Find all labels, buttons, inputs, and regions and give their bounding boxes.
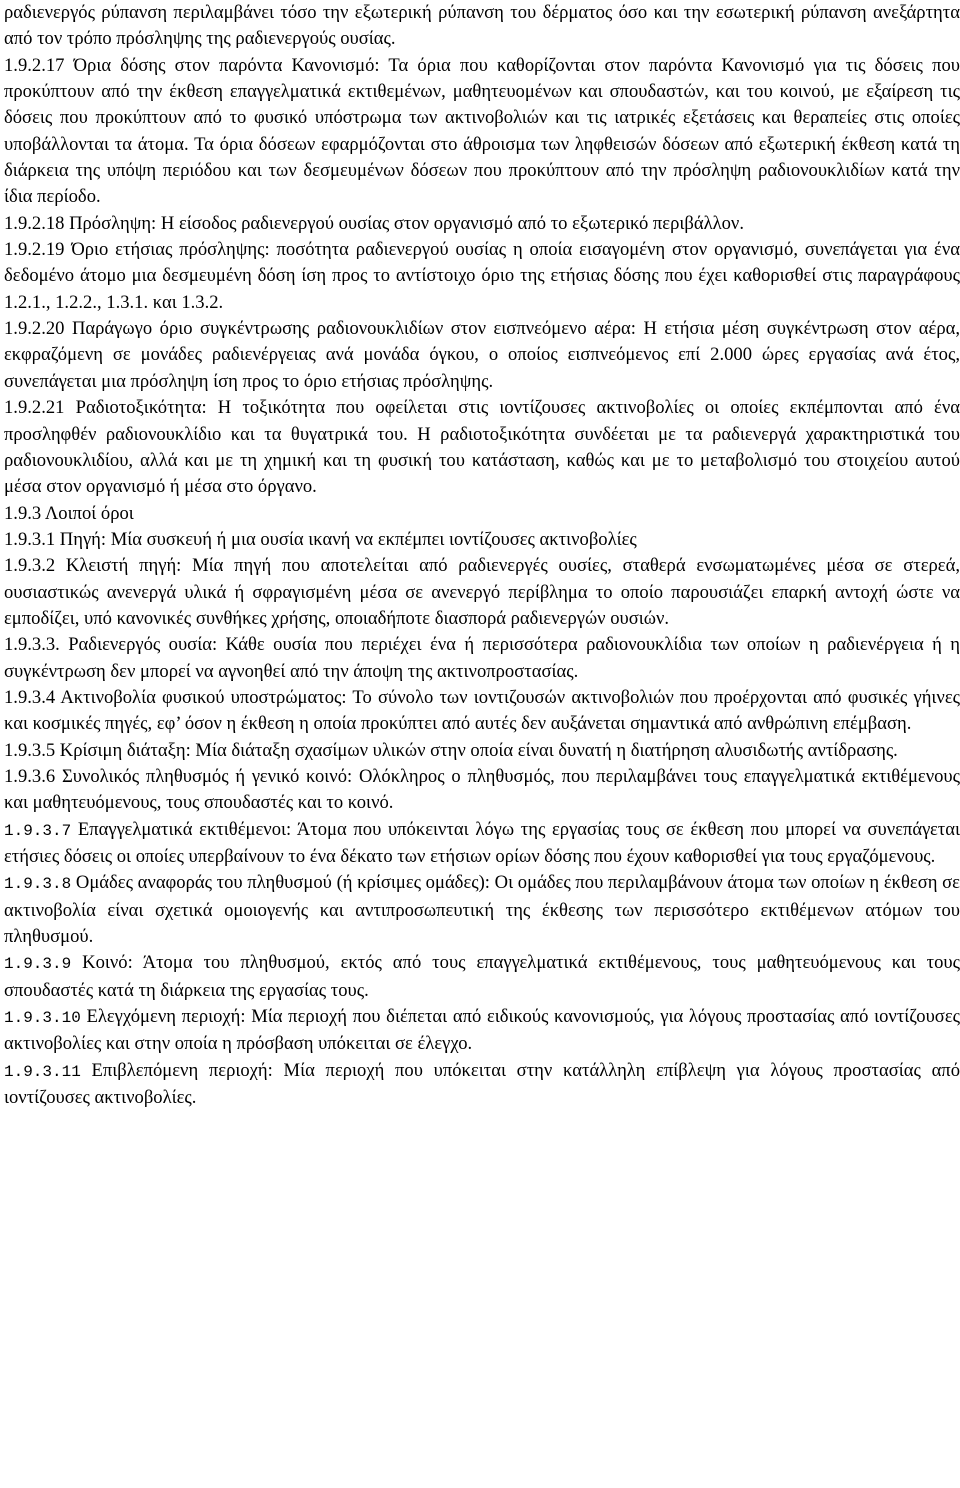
paragraph-text: Κρίσιμη διάταξη: Μία διάταξη σχασίμων υλικών στην οποία είναι δυνατή η διατήρηση αλυσιδωτής αντίδρασης. (59, 739, 898, 761)
section-number: 1.9.3.7 (4, 821, 72, 840)
section-number: 1.9.3.2 (4, 555, 56, 577)
paragraph-1-9-2-18 (4, 211, 960, 237)
paragraph-text: Επιβλεπόμενη περιοχή: Μία περιοχή που υπόκειται στην κατάλληλη επίβλεψη για λόγους προστασίας από ιοντίζουσες ακτινοβολίες. (4, 1059, 960, 1109)
paragraph-text: Όριο ετήσιας πρόσληψης: ποσότητα ραδιενεργού ουσίας η οποία εισαγομένη στον οργανισμό, συνεπάγεται για ένα δεδομένο άτομο μια δεσμευμένη δόση ίση προς το αντίστοιχο όριο της ετήσιας δόσης που έχει καθορισθεί στις παραγράφους 1.2.1., 1.2.2., 1.3.1. και 1.3.2. (4, 239, 960, 313)
paragraph-1-9-2-19 (4, 237, 960, 316)
section-number: 1.9.3.4 (4, 686, 56, 708)
paragraph-text: Ραδιοτοξικότητα: Η τοξικότητα που οφείλεται στις ιοντίζουσες ακτινοβολίες οι οποίες εκπέμπονται από ένα προσληφθέν ραδιονουκλίδιο και τα θυγατρικά του. Η ραδιοτοξικότητα συνδέεται με τα ραδιενεργά χαρακτηριστικά του ραδιονουκλιδίου, αλλά και με τη χημική και τη φυσική του κατάσταση, καθώς και με το μεταβολισμό του στοιχείου αυτού μέσα στον οργανισμό ή μέσα στο όργανο. (4, 397, 960, 498)
section-number: 1.9.3.6 (4, 765, 56, 787)
section-number: 1.9.3.5 (4, 739, 56, 761)
paragraph-text: Ελεγχόμενη περιοχή: Μία περιοχή που διέπεται από ειδικούς κανονισμούς, για λόγους προστασίας από ιοντίζουσες ακτινοβολίες και στην οποία η πρόσβαση υπόκειται σε έλεγχο. (4, 1006, 960, 1055)
paragraph-1-9-3-1 (4, 527, 960, 553)
section-number: 1.9.3 (4, 502, 42, 524)
paragraph-text: Ακτινοβολία φυσικού υποστρώματος: Το σύνολο των ιοντιζουσών ακτινοβολιών που προέρχονται από φυσικές γήινες και κοσμικές πηγές, εφ’ όσον η έκθεση η οποία προκύπτει από αυτές δεν αυξάνεται σημαντικά από ανθρώπινη επέμβαση. (4, 686, 960, 735)
section-number: 1.9.3.9 (4, 955, 72, 974)
paragraph-text: ραδιενεργός ρύπανση περιλαμβάνει τόσο την εξωτερική ρύπανση του δέρματος όσο και την εσωτερική ρύπανση ανεξάρτητα από τον τρόπο πρόσληψης της ραδιενεργούς ουσίας. (4, 2, 960, 50)
paragraph-1-9-2-20 (4, 316, 960, 395)
section-heading-text: Λοιποί όροι (44, 502, 134, 524)
paragraph-continued (4, 0, 960, 53)
section-number: 1.9.3.11 (4, 1062, 81, 1081)
section-number: 1.9.3.8 (4, 875, 72, 894)
paragraph-text: Κλειστή πηγή: Μία πηγή που αποτελείται από ραδιενεργές ουσίες, σταθερά ενσωματωμένες μέσα σε στερεά, ουσιαστικώς ανενεργά υλικά ή σφραγισμένη μέσα σε ανενεργό περίβλημα το οποίο παρουσιάζει επαρκή αντοχή ώστε να εμποδίζει, υπό κανονικές συνθήκες χρήσης, οποιαδήποτε διασπορά ραδιενεργών ουσιών. (4, 555, 960, 629)
section-number: 1.9.2.18 (4, 212, 65, 234)
paragraph-1-9-3-4 (4, 685, 960, 738)
paragraph-1-9-3-9 (4, 950, 960, 1004)
paragraph-1-9-3-7 (4, 817, 960, 871)
paragraph-text: Όρια δόσης στον παρόντα Κανονισμό: Τα όρια που καθορίζονται στον παρόντα Κανονισμό για τις δόσεις που προκύπτουν από την έκθεση επαγγελματικά εκτιθεμένων, μαθητευομένων και σπουδαστών, και του κοινού, με εξαίρεση τις δόσεις που προκύπτουν από το φυσικό υπόστρωμα των ακτινοβολιών και τις ιατρικές εξετάσεις και θεραπείες στις οποίες υποβάλλονται τα άτομα. Τα όρια δόσεων εφαρμόζονται στο άθροισμα των ληφθεισών δόσεων από εξωτερική έκθεση κατά τη διάρκεια της υπόψη περιόδου και των δεσμευμένων δόσεων που προκύπτουν από την πρόσληψη ραδιονουκλιδίων κατά την ίδια περίοδο. (4, 54, 960, 208)
paragraph-1-9-3-5 (4, 738, 960, 764)
section-number: 1.9.2.19 (4, 239, 65, 261)
section-number: 1.9.2.21 (4, 397, 65, 419)
paragraph-text: Πρόσληψη: Η είσοδος ραδιενεργού ουσίας στον οργανισμό από το εξωτερικό περιβάλλον. (69, 212, 744, 234)
paragraph-1-9-3-6 (4, 764, 960, 817)
paragraph-1-9-3-2 (4, 553, 960, 632)
paragraph-text: Ραδιενεργός ουσία: Κάθε ουσία που περιέχει ένα ή περισσότερα ραδιονουκλίδια των οποίων η ραδιενέργεια ή η συγκέντρωση δεν μπορεί να αγνοηθεί από την άποψη της ακτινοπροστασίας. (4, 634, 960, 682)
paragraph-1-9-3-11 (4, 1058, 960, 1112)
paragraph-text: Ομάδες αναφοράς του πληθυσμού (ή κρίσιμες ομάδες): Οι ομάδες που περιλαμβάνουν άτομα των οποίων η έκθεση σε ακτινοβολία είναι σχετικά ομοιογενής και αντιπροσωπευτική της έκθεσης των περισσότερο εκτιθέμενων ατόμων του πληθυσμού. (4, 872, 960, 948)
paragraph-1-9-3-3 (4, 632, 960, 685)
paragraph-1-9-3-10 (4, 1004, 960, 1058)
paragraph-1-9-2-17 (4, 53, 960, 211)
section-number: 1.9.3.3. (4, 634, 60, 656)
section-number: 1.9.2.17 (4, 54, 65, 76)
paragraph-1-9-2-21 (4, 395, 960, 500)
paragraph-text: Πηγή: Μία συσκευή ή μια ουσία ικανή να εκπέμπει ιοντίζουσες ακτινοβολίες (59, 528, 637, 550)
section-number: 1.9.2.20 (4, 318, 65, 340)
section-number: 1.9.3.10 (4, 1009, 81, 1028)
section-number: 1.9.3.1 (4, 528, 56, 550)
paragraph-1-9-3-8 (4, 870, 960, 950)
paragraph-text: Επαγγελματικά εκτιθέμενοι: Άτομα που υπόκεινται λόγω της εργασίας τους σε έκθεση που μπορεί να συνεπάγεται ετήσιες δόσεις οι οποίες υπερβαίνουν το ένα δέκατο των ετήσιων ορίων δόσης που έχουν καθορισθεί για τους εργαζόμενους. (4, 818, 960, 867)
paragraph-text: Κοινό: Άτομα του πληθυσμού, εκτός από τους επαγγελματικά εκτιθέμενους, τους μαθητευόμενους και τους σπουδαστές κατά τη διάρκεια της εργασίας τους. (4, 952, 960, 1001)
section-heading-1-9-3 (4, 501, 960, 527)
paragraph-text: Συνολικός πληθυσμός ή γενικό κοινό: Ολόκληρος ο πληθυσμός, που περιλαμβάνει τους επαγγελματικά εκτιθέμενους και μαθητευόμενους, τους σπουδαστές και το κοινό. (4, 765, 960, 814)
paragraph-text: Παράγωγο όριο συγκέντρωσης ραδιονουκλιδίων στον εισπνεόμενο αέρα: Η ετήσια μέση συγκέντρωση στον αέρα, εκφραζόμενη σε μονάδες ραδιενέργειας ανά μονάδα όγκου, ο οποίος εισπνεόμενος επί 2.000 ώρες εργασίας ανά έτος, συνεπάγεται μια πρόσληψη ίση προς το όριο ετήσιας πρόσληψης. (4, 318, 960, 392)
